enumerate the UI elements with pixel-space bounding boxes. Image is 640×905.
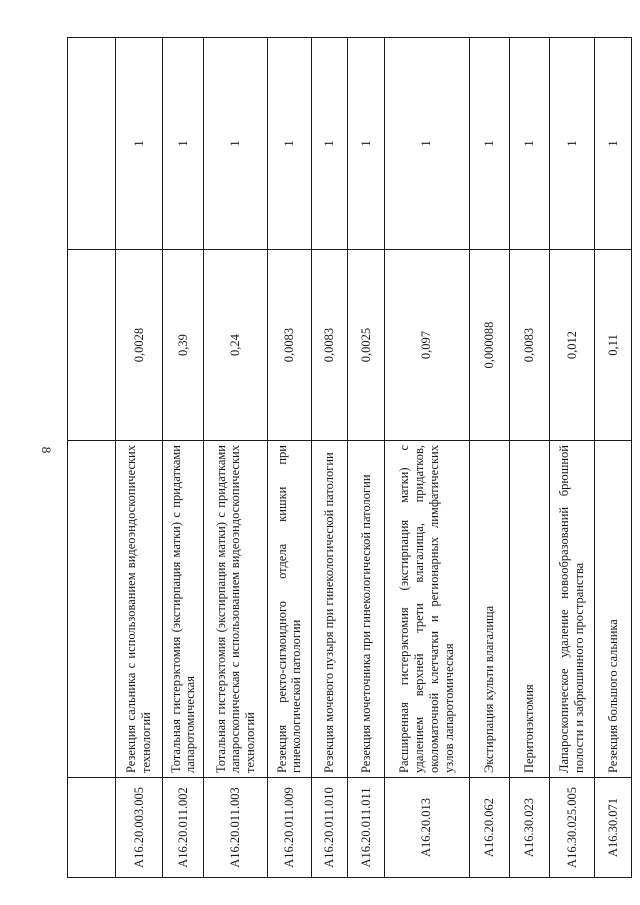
multiplicity-value: 1 [115, 38, 163, 250]
rotated-page [67, 38, 632, 878]
services-table [67, 37, 632, 878]
service-name: Перитонэктомия [509, 441, 549, 778]
service-name: Тотальная гистерэктомия (экстирпация матки) с придатками лапароскопическая с использованием видеоэндоскопических технологий [204, 441, 268, 778]
multiplicity-value: 1 [311, 38, 348, 250]
frequency-value: 0,012 [549, 250, 594, 441]
multiplicity-value: 1 [268, 38, 311, 250]
table-row [348, 38, 385, 878]
page-number: 8 [39, 446, 54, 454]
table-row [268, 38, 311, 878]
frequency-value: 0,0028 [115, 250, 163, 441]
table-row [311, 38, 348, 878]
service-code: A16.30.071 [595, 778, 632, 878]
frequency-value [68, 250, 116, 441]
service-code: A16.20.011.003 [204, 778, 268, 878]
service-name [68, 441, 116, 778]
multiplicity-value: 1 [348, 38, 385, 250]
service-name: Резекция мочевого пузыря при гинекологической патологии [311, 441, 348, 778]
service-name: Резекция сальника с использованием видеоэндоскопических технологий [115, 441, 163, 778]
service-name: Расширенная гистерэктомия (экстирпация матки) с удалением верхней трети влагалища, придатков, околоматочной клетчатки и регионарных лимфатических узлов лапаротомическая [385, 441, 469, 778]
frequency-value: 0,0083 [311, 250, 348, 441]
table-row [385, 38, 469, 878]
multiplicity-value: 1 [204, 38, 268, 250]
service-name: Тотальная гистерэктомия (экстирпация матки) с придатками лапаротомическая [163, 441, 204, 778]
service-name: Резекция ректо-сигмоидного отдела кишки при гинекологической патологии [268, 441, 311, 778]
table-row [549, 38, 594, 878]
multiplicity-value: 1 [595, 38, 632, 250]
service-code: A16.20.062 [469, 778, 509, 878]
frequency-value: 0,39 [163, 250, 204, 441]
frequency-value: 0,0083 [509, 250, 549, 441]
multiplicity-value: 1 [385, 38, 469, 250]
frequency-value: 0,000088 [469, 250, 509, 441]
service-code: A16.20.011.002 [163, 778, 204, 878]
service-name: Резекция большого сальника [595, 441, 632, 778]
frequency-value: 0,0025 [348, 250, 385, 441]
multiplicity-value [68, 38, 116, 250]
table-row [595, 38, 632, 878]
table-row [115, 38, 163, 878]
table-row [163, 38, 204, 878]
multiplicity-value: 1 [163, 38, 204, 250]
service-name: Резекция мочеточника при гинекологической патологии [348, 441, 385, 778]
multiplicity-value: 1 [509, 38, 549, 250]
frequency-value: 0,11 [595, 250, 632, 441]
table-row [469, 38, 509, 878]
service-code: A16.20.013 [385, 778, 469, 878]
service-code: A16.30.025.005 [549, 778, 594, 878]
multiplicity-value: 1 [469, 38, 509, 250]
service-code [68, 778, 116, 878]
service-name: Экстирпация культи влагалища [469, 441, 509, 778]
service-code: A16.20.003.005 [115, 778, 163, 878]
service-code: A16.20.011.009 [268, 778, 311, 878]
frequency-value: 0,0083 [268, 250, 311, 441]
service-code: A16.20.011.011 [348, 778, 385, 878]
table-row [204, 38, 268, 878]
service-code: A16.20.011.010 [311, 778, 348, 878]
frequency-value: 0,24 [204, 250, 268, 441]
service-code: A16.30.023 [509, 778, 549, 878]
table-row [68, 38, 116, 878]
table-row [509, 38, 549, 878]
service-name: Лапароскопическое удаление новообразований брюшной полости и забрюшинного пространства [549, 441, 594, 778]
frequency-value: 0,097 [385, 250, 469, 441]
multiplicity-value: 1 [549, 38, 594, 250]
